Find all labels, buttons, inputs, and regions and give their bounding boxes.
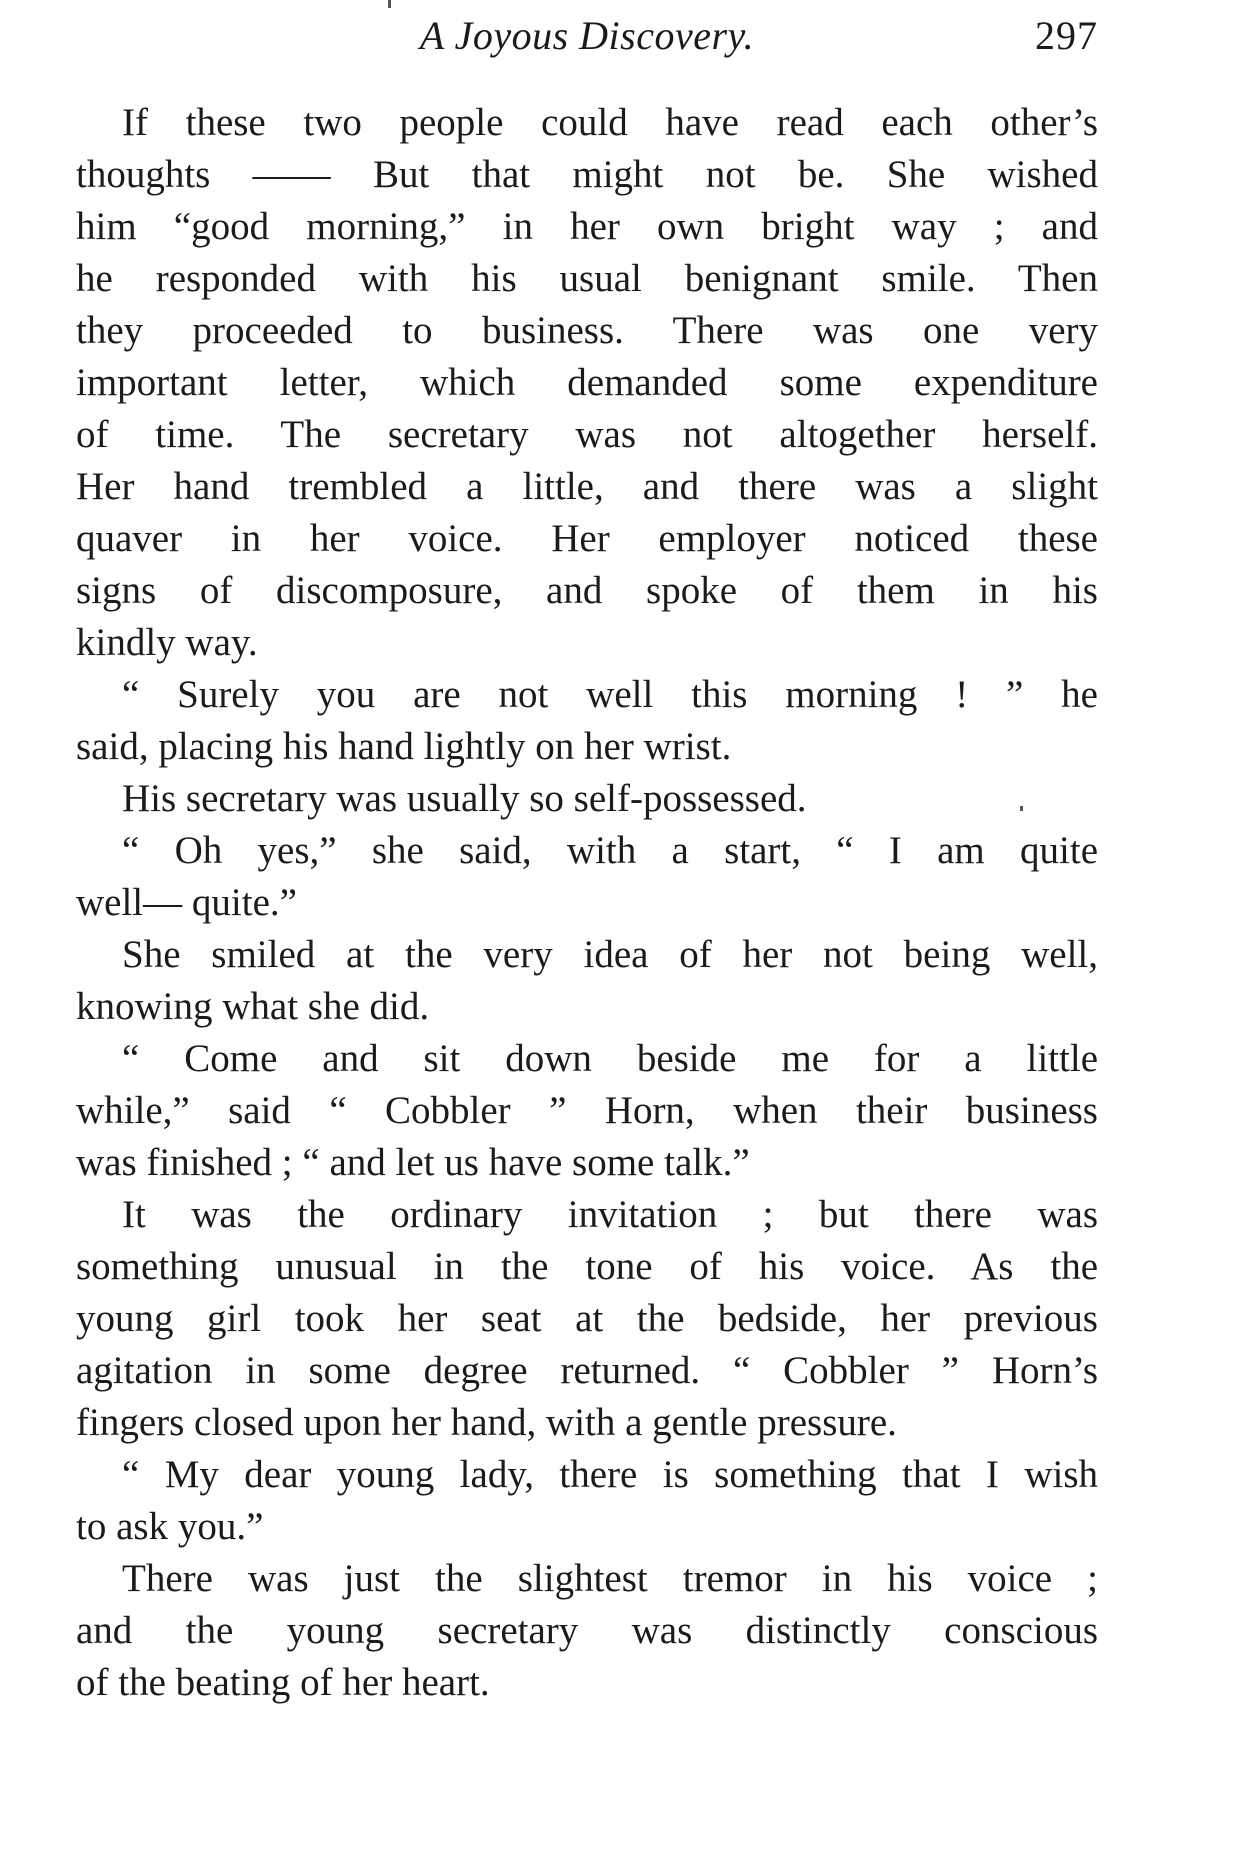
text-line: thoughts —— But that might not be. She wished xyxy=(76,153,1098,196)
text-line: and the young secretary was distinctly conscious xyxy=(76,1609,1098,1652)
text-line: There was just the slightest tremor in his voice ; xyxy=(122,1557,1098,1600)
text-line: If these two people could have read each other’s xyxy=(122,101,1098,144)
paragraph xyxy=(76,929,1098,1033)
paragraph xyxy=(76,97,1098,669)
paragraph xyxy=(76,825,1098,929)
paragraph xyxy=(76,669,1098,773)
text-line: kindly way. xyxy=(76,621,258,664)
paragraph xyxy=(76,1449,1098,1553)
running-title: A Joyous Discovery. xyxy=(419,13,755,58)
paragraph xyxy=(76,1189,1098,1449)
paragraph xyxy=(76,773,1098,825)
text-line: “ My dear young lady, there is something that I wish xyxy=(122,1453,1098,1496)
text-line: they proceeded to business. There was one very xyxy=(76,309,1098,352)
paragraph xyxy=(76,1033,1098,1189)
text-line: him “good morning,” in her own bright way ; and xyxy=(76,205,1098,248)
text-line: fingers closed upon her hand, with a gentle pressure. xyxy=(76,1401,897,1444)
text-line: of the beating of her heart. xyxy=(76,1661,490,1704)
text-line: signs of discomposure, and spoke of them in his xyxy=(76,569,1098,612)
text-line: something unusual in the tone of his voice. As the xyxy=(76,1245,1098,1288)
text-line: young girl took her seat at the bedside, her previous xyxy=(76,1297,1098,1340)
text-line: of time. The secretary was not altogether herself. xyxy=(76,413,1098,456)
text-line: “ Come and sit down beside me for a little xyxy=(122,1037,1098,1080)
text-line: His secretary was usually so self-possessed. xyxy=(122,777,807,820)
body-text xyxy=(76,97,1098,1709)
text-line: “ Surely you are not well this morning ! ” he xyxy=(122,673,1098,716)
page-number: 297 xyxy=(1035,13,1098,58)
text-line: Her hand trembled a little, and there was a slight xyxy=(76,465,1098,508)
text-line: She smiled at the very idea of her not being well, xyxy=(122,933,1098,976)
text-line: was finished ; “ and let us have some talk.” xyxy=(76,1141,750,1184)
text-line: he responded with his usual benignant smile. Then xyxy=(76,257,1098,300)
running-head xyxy=(76,10,1098,62)
print-speck xyxy=(1020,806,1023,811)
print-speck xyxy=(388,0,391,8)
text-line: well— quite.” xyxy=(76,881,297,924)
text-line: knowing what she did. xyxy=(76,985,430,1028)
text-line: quaver in her voice. Her employer noticed these xyxy=(76,517,1098,560)
paragraph xyxy=(76,1553,1098,1709)
text-line: “ Oh yes,” she said, with a start, “ I am quite xyxy=(122,829,1098,872)
text-line: said, placing his hand lightly on her wrist. xyxy=(76,725,732,768)
text-line: to ask you.” xyxy=(76,1505,264,1548)
text-line: while,” said “ Cobbler ” Horn, when their business xyxy=(76,1089,1098,1132)
text-line: It was the ordinary invitation ; but there was xyxy=(122,1193,1098,1236)
text-line: important letter, which demanded some expenditure xyxy=(76,361,1098,404)
text-line: agitation in some degree returned. “ Cobbler ” Horn’s xyxy=(76,1349,1098,1392)
